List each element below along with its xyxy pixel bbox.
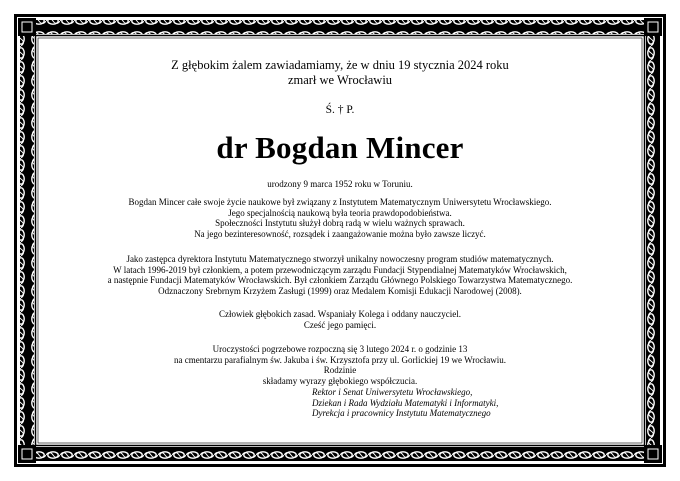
birth-info: urodzony 9 marca 1952 roku w Toruniu. [267, 179, 413, 189]
text-line: Uroczystości pogrzebowe rozpoczną się 3 lutego 2024 r. o godzinie 13 [212, 344, 468, 354]
text-line: W latach 1996-2019 był członkiem, a potem przewodniczącym zarządu Fundacji Stypendialnej Matematyków Wrocławskich, [113, 264, 567, 275]
signer-line: Rektor i Senat Uniwersytetu Wrocławskiego, [312, 387, 473, 397]
text-line: Jako zastępca dyrektora Instytutu Matematycznego stworzył unikalny nowoczesny program studiów matematycznych. [126, 254, 554, 264]
signers-block [312, 387, 498, 419]
text-line: Na jego bezinteresowność, rozsądek i zaangażowanie można było zawsze liczyć. [194, 228, 486, 239]
signer-line: Dyrekcja i pracownicy Instytutu Matematycznego [312, 408, 491, 419]
text-line: Cześć jego pamięci. [303, 319, 377, 330]
paragraph-career [40, 197, 640, 239]
paragraph-funeral [40, 344, 640, 386]
cross-line: Ś. † P. [325, 104, 355, 116]
text-line: Człowiek głębokich zasad. Wspaniały Kolega i oddany nauczyciel. [218, 309, 461, 319]
intro-line: zmarł we Wrocławiu [287, 73, 393, 87]
signer-line: Dziekan i Rada Wydziału Matematyki i Informatyki, [312, 397, 499, 408]
text-line: Rodzinie [323, 365, 357, 376]
paragraph-tribute [40, 309, 640, 330]
text-line: Społeczności Instytutu służył dobrą radą w wielu ważnych sprawach. [215, 218, 465, 229]
text-line: Jego specjalnością naukową była teoria prawdopodobieństwa. [228, 207, 452, 218]
intro-line: Z głębokim żalem zawiadamiamy, że w dniu 19 stycznia 2024 roku [171, 58, 509, 72]
paragraph-achievements [40, 254, 640, 296]
text-line: na cmentarzu parafialnym św. Jakuba i św. Krzysztofa przy ul. Gorlickiej 19 we Wrocławiu. [174, 354, 506, 365]
text-line: Bogdan Mincer całe swoje życie naukowe był związany z Instytutem Matematycznym Uniwersytetu Wrocławskiego. [128, 197, 552, 207]
text-line: składamy wyrazy głębokiego współczucia. [262, 375, 418, 386]
text-line: a następnie Fundacji Matematyków Wrocławskich. Był członkiem Zarządu Głównego Polskiego Towarzystwa Matematycznego. [107, 275, 573, 286]
intro-text [40, 58, 640, 88]
deceased-name: dr Bogdan Mincer [216, 130, 464, 165]
obituary-content [40, 40, 640, 441]
text-line: Odznaczony Srebrnym Krzyżem Zasługi (1999) oraz Medalem Komisji Edukacji Narodowej (2008). [158, 285, 522, 296]
